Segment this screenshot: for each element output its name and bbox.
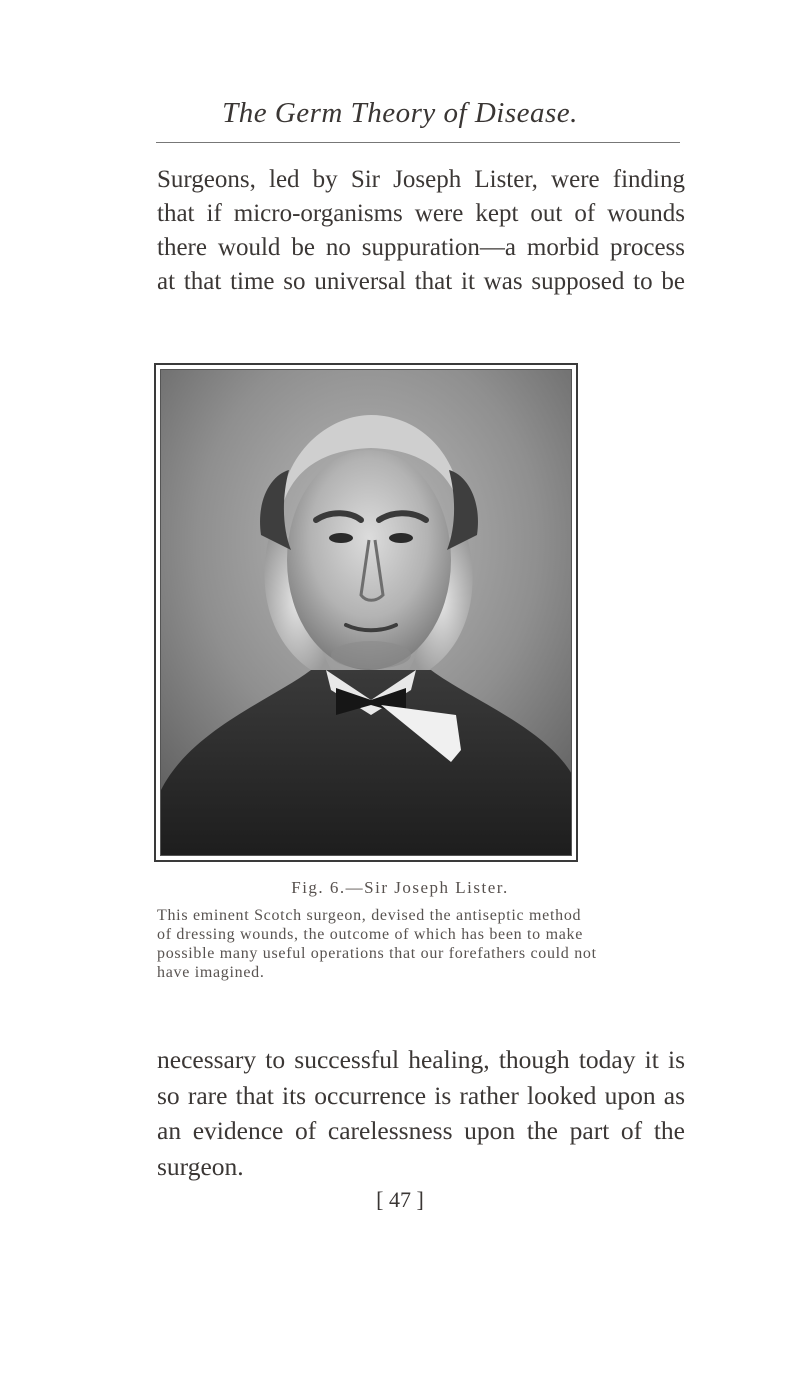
paragraph-bottom	[157, 1042, 685, 1184]
paragraph-line: necessary to successful healing, though today it is	[157, 1045, 685, 1074]
header-rule	[156, 142, 680, 143]
paragraph-line: at that time so universal that it was supposed to be	[157, 268, 685, 295]
running-head: The Germ Theory of Disease.	[222, 97, 578, 129]
paragraph-line: so rare that its occurrence is rather looked upon as	[157, 1080, 685, 1110]
caption-line: This eminent Scotch surgeon, devised the antiseptic method	[157, 907, 582, 924]
paragraph-top	[157, 163, 685, 299]
figure-caption-body	[157, 906, 687, 982]
paragraph-line: an evidence of carelessness upon the part of the	[157, 1116, 685, 1145]
portrait-figure	[154, 363, 578, 862]
figure-caption-title: Fig. 6.—Sir Joseph Lister.	[291, 878, 509, 897]
paragraph-line: surgeon.	[157, 1151, 244, 1181]
portrait-image	[160, 369, 572, 856]
caption-line: possible many useful operations that our forefathers could not	[157, 945, 597, 962]
paragraph-line: that if micro-organisms were kept out of wounds	[157, 200, 685, 227]
paragraph-line: Surgeons, led by Sir Joseph Lister, were finding	[157, 166, 685, 193]
caption-line: of dressing wounds, the outcome of which has been to make	[157, 926, 584, 943]
caption-line: have imagined.	[157, 964, 265, 981]
paragraph-line: there would be no suppuration—a morbid process	[157, 234, 685, 261]
page-number: [ 47 ]	[376, 1187, 424, 1212]
